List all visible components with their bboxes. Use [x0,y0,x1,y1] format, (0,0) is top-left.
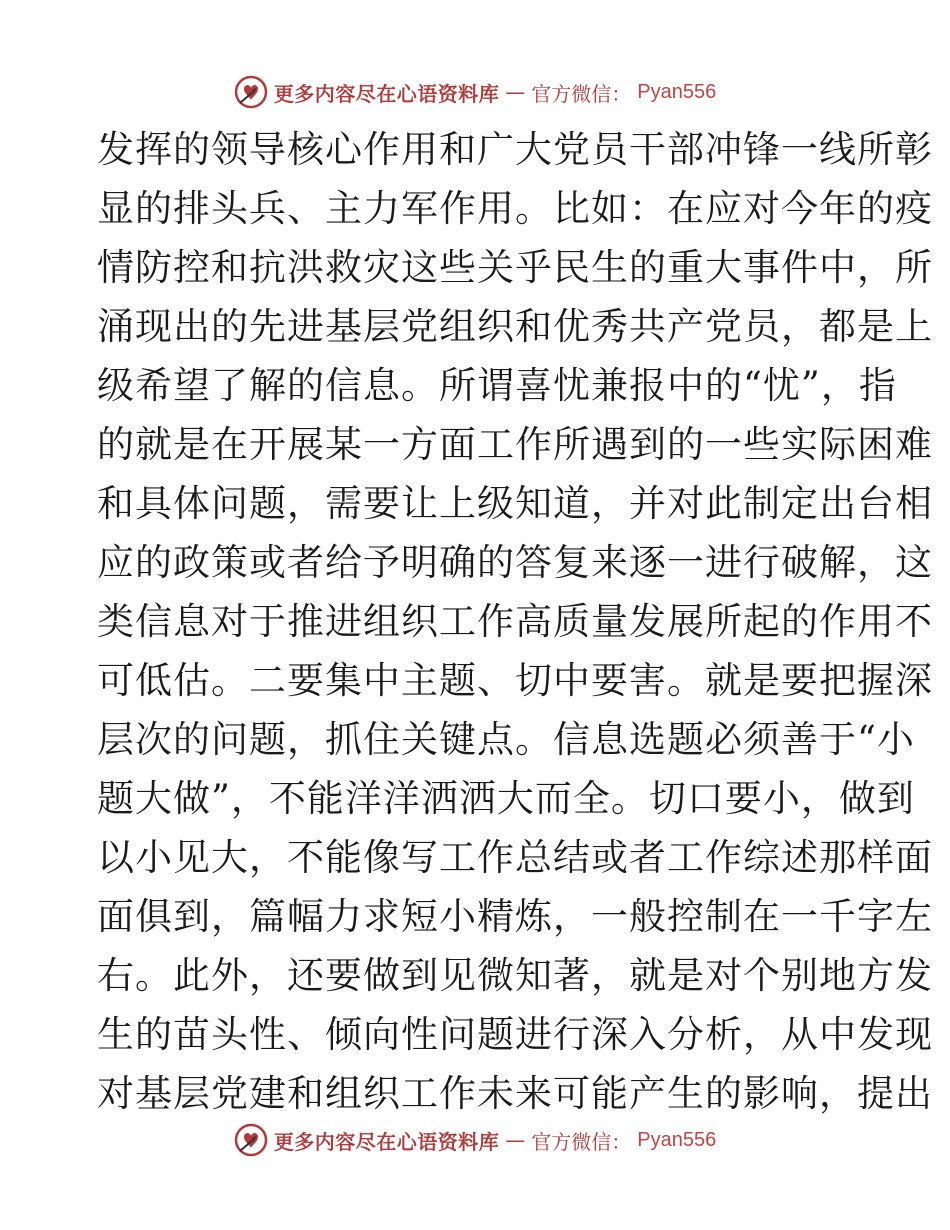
text-line: 可低估。二要集中主题、切中要害。就是要把握深 [97,659,933,702]
text-line: 情防控和抗洪救灾这些关乎民生的重大事件中，所 [97,246,933,289]
text-line: 生的苗头性、倾向性问题进行深入分析，从中发现 [97,1013,933,1056]
text-line: 面俱到，篇幅力求短小精炼，一般控制在一千字左 [97,895,933,938]
text-line: 显的排头兵、主力军作用。比如：在应对今年的疫 [97,187,933,230]
banner-dash: — [505,80,526,104]
text-line: 发挥的领导核心作用和广大党员干部冲锋一线所彰 [97,128,933,171]
heart-pen-logo-icon [234,1123,268,1157]
banner-wechat-handle: Pyan556 [637,1128,717,1151]
text-line: 应的政策或者给予明确的答复来逐一进行破解，这 [97,541,933,584]
text-line: 对基层党建和组织工作未来可能产生的影响，提出 [97,1072,933,1115]
header-banner [0,72,950,112]
banner-brand-text: 更多内容尽在心语资料库 [273,1129,500,1154]
document-body [97,120,933,1123]
banner-wechat-handle: Pyan556 [637,80,717,103]
banner-wechat-label: 官方微信： [531,81,632,106]
text-line: 类信息对于推进组织工作高质量发展所起的作用不 [97,600,933,643]
text-line: 题大做”，不能洋洋洒洒大而全。切口要小，做到 [97,777,915,820]
footer-banner [0,1120,950,1160]
banner-brand-text: 更多内容尽在心语资料库 [273,81,500,106]
text-line: 以小见大，不能像写工作总结或者工作综述那样面 [97,836,933,879]
text-line: 涌现出的先进基层党组织和优秀共产党员，都是上 [97,305,933,348]
banner-wechat-label: 官方微信： [531,1129,632,1154]
heart-pen-logo-icon [234,75,268,109]
text-line: 层次的问题，抓住关键点。信息选题必须善于“小 [97,718,915,761]
text-line: 和具体问题，需要让上级知道，并对此制定出台相 [97,482,933,525]
text-line: 级希望了解的信息。所谓喜忧兼报中的“忧”，指 [97,364,897,407]
text-line: 的就是在开展某一方面工作所遇到的一些实际困难 [97,423,933,466]
banner-dash: — [505,1128,526,1152]
text-line: 右。此外，还要做到见微知著，就是对个别地方发 [97,954,933,997]
